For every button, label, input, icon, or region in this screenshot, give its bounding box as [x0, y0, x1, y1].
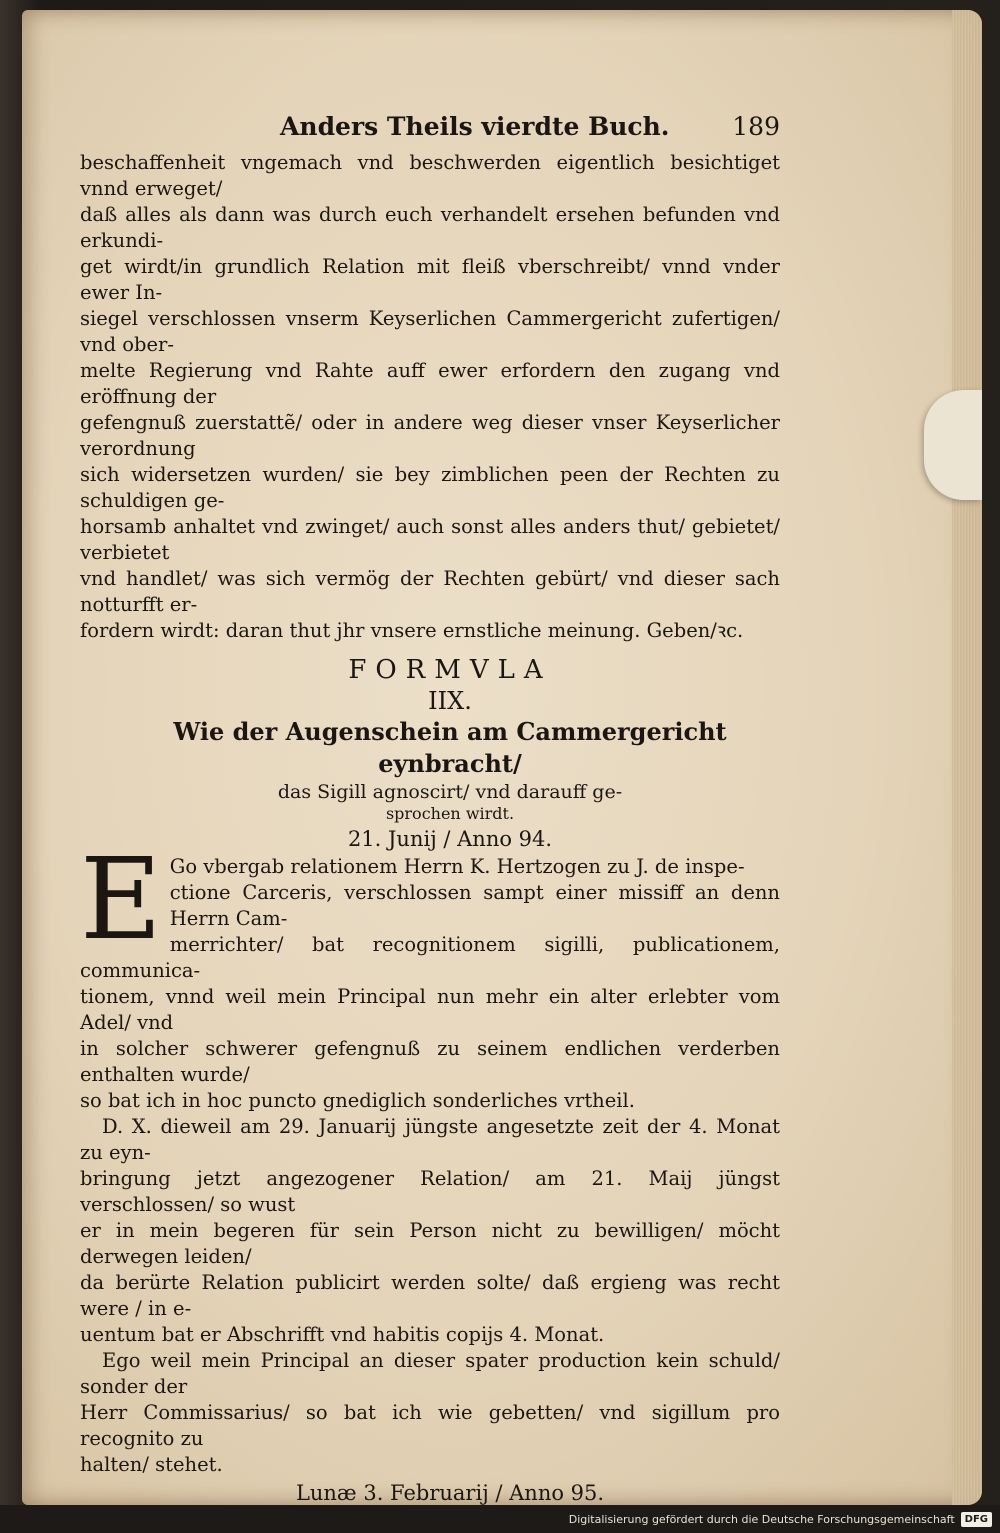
opening-paragraph — [80, 150, 780, 644]
digitization-footer — [0, 1505, 1000, 1533]
page-edges — [952, 10, 982, 1505]
footer-credit: Digitalisierung gefördert durch die Deutsche Forschungsgemeinschaft — [568, 1512, 955, 1526]
book-page — [22, 10, 982, 1505]
bookmark-tab — [924, 390, 982, 500]
running-head — [280, 112, 780, 150]
text-line: ctione Carceris, verschlossen sampt einer missiff an denn Herrn Cam- — [169, 881, 780, 930]
text-line: fordern wirdt: daran thut jhr vnsere ernstliche meinung. Geben/ꝛc. — [80, 619, 744, 642]
text-line: get wirdt/in grundlich Relation mit fleiß vberschreibt/ vnnd vnder ewer In- — [80, 255, 780, 304]
text-line: in solcher schwerer gefengnuß zu seinem endlichen verderben enthalten wurde/ — [80, 1037, 780, 1086]
text-line: er in mein begeren für sein Person nicht zu bewilligen/ möcht derwegen leiden/ — [80, 1219, 780, 1268]
running-head-title: Anders Theils vierdte Buch. — [280, 112, 670, 141]
text-line: horsamb anhaltet vnd zwinget/ auch sonst alles anders thut/ gebietet/ verbietet — [80, 515, 780, 564]
formula-number: IIX. — [428, 687, 472, 715]
date-line-2: Lunæ 3. Februarij / Anno 95. — [295, 1481, 605, 1505]
text-line: so bat ich in hoc puncto gnediglich sonderliches vrtheil. — [80, 1089, 635, 1112]
text-line: gefengnuß zuerstattẽ/ oder in andere weg dieser vnser Keyserlicher verordnung — [80, 411, 780, 460]
text-line: bringung jetzt angezogener Relation/ am 21. Maij jüngst verschlossen/ so wust — [80, 1167, 780, 1216]
text-line: beschaffenheit vngemach vnd beschwerden eigentlich besichtiget vnnd erweget/ — [80, 151, 780, 200]
text-line: tionem, vnnd weil mein Principal nun mehr ein alter erlebter vom Adel/ vnd — [80, 985, 780, 1034]
text-line: vnd handlet/ was sich vermög der Rechten gebürt/ vnd dieser sach notturfft er- — [80, 567, 780, 616]
dfg-logo: DFG — [961, 1512, 992, 1527]
text-line: melte Regierung vnd Rahte auff ewer erfordern den zugang vnd eröffnung der — [80, 359, 780, 408]
paragraph-2 — [80, 1114, 780, 1348]
text-line: da berürte Relation publicirt werden solte/ daß ergieng was recht were / in e- — [80, 1271, 780, 1320]
text-line: uentum bat er Abschrifft vnd habitis copijs 4. Monat. — [80, 1323, 605, 1346]
page-text — [80, 112, 780, 1505]
text-line: Ego weil mein Principal an dieser spater production kein schuld/ sonder der — [80, 1349, 780, 1398]
text-line: merrichter/ bat recognitionem sigilli, publicationem, communica- — [80, 933, 780, 982]
text-line: siegel verschlossen vnserm Keyserlichen Cammergericht zufertigen/ vnd ober- — [80, 307, 780, 356]
formula-label: FORMVLA — [348, 655, 552, 685]
section-subtitle-2: sprochen wirdt. — [385, 804, 515, 823]
section-title: Wie der Augenschein am Cammergericht eynbracht/ — [173, 717, 727, 778]
text-line: sich widersetzen wurden/ sie bey zimblichen peen der Rechten zu schuldigen ge- — [80, 463, 780, 512]
text-line: Go vbergab relationem Herrn K. Hertzogen zu J. de inspe- — [169, 855, 745, 878]
page-number: 189 — [732, 112, 780, 141]
drop-cap: E — [80, 835, 162, 965]
paragraph-3 — [80, 1348, 780, 1478]
text-line: Herr Commissarius/ so bat ich wie gebetten/ vnd sigillum pro recognito zu — [80, 1401, 780, 1450]
text-line: halten/ stehet. — [80, 1453, 223, 1476]
section-date: 21. Junij / Anno 94. — [347, 827, 553, 851]
section-subtitle: das Sigill agnoscirt/ vnd darauff ge- — [277, 781, 623, 803]
text-line: D. X. dieweil am 29. Januarij jüngste angesetzte zeit der 4. Monat zu eyn- — [80, 1115, 780, 1164]
text-line: daß alles als dann was durch euch verhandelt ersehen befunden vnd erkundi- — [80, 203, 780, 252]
